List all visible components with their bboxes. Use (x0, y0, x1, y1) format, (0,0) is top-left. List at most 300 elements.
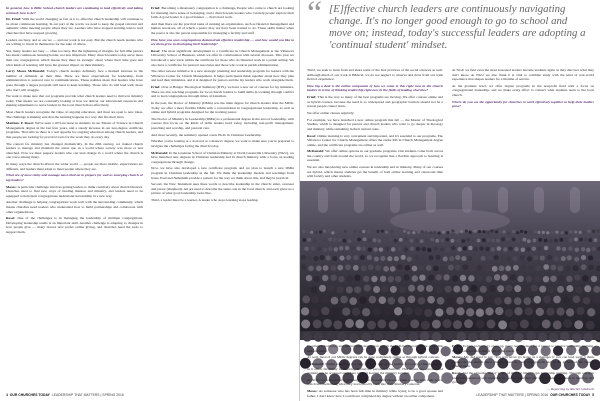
paragraph-text: Whether you're looking at a doctoral or a master's degree, we want to make sure you're prepared to navigate the challenges facing the church today. (151, 139, 294, 148)
audience-head (593, 238, 597, 242)
audience-head (399, 319, 408, 328)
audience-head (421, 256, 426, 261)
audience-head (579, 238, 583, 242)
magazine-name: OUR CHURCHES TODAY (550, 393, 591, 397)
paragraph (307, 111, 443, 116)
paragraph-text: With the world changing as fast as it is, effective church leadership will continue to be about continuous learning. In our part of the world, we need to keep the gospel relevant and authentic while meeting people where they are. Leaders who have stopped learning tend to lead churches that have stopped growing. (6, 17, 143, 35)
paragraph-text: In the Graduate School of Christian Ministry at North Greenville University (NGU), we have launched new degrees in Christian leadership and in church ministry with a focus on leading congregations through change. (151, 150, 294, 164)
audience-head (408, 285, 415, 292)
audience-head (524, 297, 532, 305)
audience-head (310, 231, 313, 234)
audience-head (495, 307, 503, 315)
audience-head (368, 238, 372, 242)
audience-head (575, 247, 579, 251)
audience-head (482, 238, 486, 242)
congregation-photo (300, 181, 600, 340)
paragraph-text: The most significant development is a Certificate in Church Management at the Villanova University School of Business, which we offer in collaboration with several dioceses. This year we introduced a new track within the certificate for those who do financial work in a parish setting. We also have a certificate for pastoral associates and those who work in parish administration. (151, 48, 294, 67)
audience-head (333, 320, 342, 329)
audience-head (447, 297, 455, 305)
audience-head (573, 295, 581, 303)
audience-head (512, 237, 516, 241)
audience-head (477, 265, 483, 271)
audience-head (405, 265, 411, 271)
audience-head (466, 308, 474, 316)
audience-head (301, 320, 310, 329)
audience-head (362, 308, 370, 316)
audience-head (321, 307, 329, 315)
audience-head (371, 276, 377, 282)
audience-head (480, 286, 487, 293)
paragraph (452, 371, 594, 385)
audience-head (477, 239, 481, 243)
audience-head (505, 309, 513, 317)
paragraph-text: We offer online classes regularly. (307, 110, 355, 115)
interview-question: In general, how is Bible School-church leaders are continuing to lead effectively and taking seriously how to be? (6, 6, 143, 15)
paragraph (6, 121, 143, 139)
paragraph-text: Yes, many leaders are busy — often too busy. But the tightening of margins for full-time pastors has made continuous learning harder, not less important. Many church leaders today serve more than one congregation, which means they must be strategic about where their time goes and what kinds of learning will have the greatest impact on their ministry. (6, 48, 143, 67)
speaker-name: Rossi: (452, 371, 463, 376)
audience-head (433, 266, 439, 272)
audience-head (554, 239, 558, 243)
audience-head (537, 231, 540, 234)
audience-head (471, 238, 475, 242)
paragraph-text: Leaders are busy, and so are we — and our work is not easy. But the church needs leaders who are willing to invest in themselves for the sake of others. (6, 37, 143, 47)
audience-head (349, 297, 357, 305)
audience-head (504, 297, 512, 305)
audience-head (399, 238, 403, 242)
audience-head (426, 285, 433, 292)
paragraph-text: Just the opposite. Today is one of the best times to get leadership training. Through our own programs, seminars and conferences, we see churches and individuals committed to learning and growing. (452, 371, 594, 385)
audience-head (326, 255, 331, 260)
audience-head (490, 229, 493, 232)
audience-head (563, 319, 572, 328)
audience-head (508, 246, 512, 250)
audience-head (372, 231, 375, 234)
audience-head (531, 285, 538, 292)
audience-head (555, 231, 558, 234)
audience-head (517, 276, 523, 282)
audience-head (385, 246, 389, 250)
audience-head (461, 239, 465, 243)
audience-head (485, 296, 493, 304)
audience-head (514, 247, 518, 251)
audience-head (461, 256, 466, 261)
audience-head (527, 239, 531, 243)
page-number: 5 (592, 393, 594, 397)
audience-head (401, 255, 406, 260)
audience-head (553, 320, 562, 329)
paragraph-text: And then there are the practical tasks of running an organization, such as financial management and human resources, all of which a pastor may not have been trained to do. These skills matter when the pastor is also the person responsible for managing a facility and staff. (151, 21, 294, 35)
audience-head (404, 238, 408, 242)
audience-head (302, 230, 305, 233)
audience-head (494, 274, 500, 280)
paragraph-text: My dad used to say, 'You will never go broke as a manager if you can lead well.' I think leaders in the church must always invest in their own growth and in the growth of the people around them. (452, 355, 594, 369)
audience-head (488, 255, 493, 260)
audience-head (591, 247, 595, 251)
audience-head (440, 265, 446, 271)
audience-head (407, 231, 410, 234)
paragraph-text: And most recently, the seminary opened a new Ph.D. in Christian Leadership. (151, 132, 262, 137)
audience-head (436, 255, 441, 260)
window-shape (570, 187, 580, 213)
audience-head (395, 231, 398, 234)
audience-head (311, 246, 315, 250)
audience-head (364, 284, 371, 291)
paragraph (6, 38, 143, 47)
audience-head (368, 264, 374, 270)
audience-head (533, 296, 541, 304)
audience-head (554, 256, 559, 261)
paragraph (307, 118, 443, 132)
audience-head (367, 321, 376, 330)
audience-head (562, 247, 566, 251)
audience-head (500, 256, 505, 261)
audience-head (442, 231, 445, 234)
audience-head (569, 238, 573, 242)
audience-head (328, 237, 332, 241)
audience-head (510, 274, 516, 280)
audience-head (566, 276, 572, 282)
audience-head (449, 256, 454, 261)
audience-head (579, 231, 582, 234)
audience-head (533, 255, 538, 260)
paragraph (151, 151, 294, 165)
audience-head (412, 266, 418, 272)
audience-head (331, 265, 337, 271)
interview-question: Where do you see the opportunity for churches to work effectively together to help their leaders grow? (452, 99, 594, 109)
audience-head (347, 276, 353, 282)
audience-head (566, 308, 574, 316)
audience-head (536, 308, 544, 316)
right-page (300, 0, 600, 401)
audience-head (319, 230, 322, 233)
audience-head (311, 309, 319, 317)
audience-head (582, 230, 585, 233)
audience-head (408, 295, 416, 303)
audience-head (539, 286, 546, 293)
audience-head (533, 238, 537, 242)
audience-head (561, 256, 566, 261)
audience-head (576, 307, 584, 315)
audience-head (361, 265, 367, 271)
audience-head (452, 275, 458, 281)
interview-question: How have you seen congregations demonstrate effective leadership — and how would you like to see them grow in developing their leadership? (151, 37, 294, 47)
speaker-name: Fried: (151, 85, 162, 90)
audience-head (506, 237, 510, 241)
audience-head (528, 265, 534, 271)
audience-head (311, 296, 319, 304)
audience-head (542, 231, 545, 234)
speaker-name: Rossi: (151, 48, 162, 53)
page-number: 4 (6, 393, 8, 397)
audience-head (456, 297, 464, 305)
paragraph-text: In the past, the Doctor of Ministry (DMin) was the main degree for church leaders after the MDiv. Today we offer a more flexible DMin with a concentration in congregational leadership, as well as online and hybrid programs designed for the working pastor. (151, 100, 294, 115)
interview-question: How big a deal is the online component of how we come to this right now in the church leaders in terms of thinking leadership right now in the fields of leading churches? (307, 83, 443, 93)
audience-head (574, 274, 580, 280)
paragraph (151, 117, 294, 131)
audience-head (453, 320, 462, 329)
audience-head (414, 255, 419, 260)
speaker-name: Fried: (307, 95, 318, 100)
audience-head (466, 238, 470, 242)
window-shape (318, 187, 328, 213)
audience-head (410, 246, 414, 250)
audience-head (360, 255, 365, 260)
audience-head (526, 276, 532, 282)
speaker-name: Fried: (452, 344, 463, 348)
audience-head (549, 247, 553, 251)
audience-head (394, 256, 399, 261)
audience-head (502, 230, 505, 233)
audience-head (547, 255, 552, 260)
audience-head (399, 286, 406, 293)
audience-head (368, 247, 372, 251)
audience-head (375, 265, 381, 271)
paragraph (6, 110, 143, 119)
audience-head (489, 285, 496, 292)
audience-head (446, 307, 454, 315)
audience-head (487, 238, 491, 242)
audience-head (514, 285, 521, 292)
audience-head (482, 230, 485, 233)
audience-head (340, 296, 348, 304)
audience-head (565, 231, 568, 234)
audience-head (427, 296, 435, 304)
audience-head (302, 238, 306, 242)
audience-head (301, 255, 306, 260)
paragraph-text: Another challenge is helping congregations work well with the surrounding community, which means churches need leaders who understand how to build partnerships and collaborate with other organizations. (6, 200, 143, 214)
audience-head (556, 246, 560, 250)
left-column-1 (6, 6, 143, 388)
audience-head (494, 297, 502, 305)
audience-head (453, 285, 460, 292)
audience-head (420, 239, 424, 243)
audience-head (319, 285, 326, 292)
audience-head (494, 255, 499, 260)
audience-head (397, 264, 403, 270)
audience-head (356, 246, 360, 250)
audience-head (313, 319, 322, 328)
audience-head (435, 308, 443, 316)
audience-head (446, 231, 449, 234)
audience-head (416, 247, 420, 251)
paragraph-text: Online education is a very strategic part of the picture for today's church leaders, as it offers flexibility for learning around the personal schedules. This means the concentrated training can be accessed anywhere without leaving the ministry location. (307, 362, 443, 376)
audience-head (443, 256, 448, 261)
audience-head (338, 276, 344, 282)
audience-head (544, 239, 548, 243)
paragraph (307, 165, 443, 179)
audience-head (564, 237, 568, 241)
audience-head (359, 296, 367, 304)
audience-head (302, 286, 309, 293)
audience-head (331, 231, 334, 234)
audience-head (317, 247, 321, 251)
audience-head (387, 297, 395, 305)
audience-head (565, 265, 571, 271)
paragraph (151, 101, 294, 115)
paragraph-text: We offer online options in our graduate programs. Our students come from across the country and from around the world, so we recognize that a flexible approach to learning is essential. (307, 149, 443, 163)
audience-head (566, 285, 573, 292)
speaker-name: Rossi: (6, 216, 18, 221)
paragraph (6, 49, 143, 67)
audience-head (374, 256, 379, 261)
right-column-2 (307, 344, 444, 398)
audience-head (432, 320, 441, 329)
audience-head (403, 230, 406, 233)
audience-head (586, 321, 595, 330)
paragraph-text: Third, a leader must be a learner. A leader who stops learning stops leading. (151, 198, 259, 203)
audience-head (385, 231, 388, 234)
magazine-name: OUR CHURCHES TODAY (9, 393, 50, 397)
audience-head (358, 230, 361, 233)
audience-head (394, 307, 402, 315)
audience-head (398, 296, 406, 304)
audience-head (399, 230, 402, 233)
audience-head (410, 319, 419, 328)
audience-head (587, 308, 595, 316)
audience-head (316, 266, 322, 272)
audience-head (455, 255, 460, 260)
audience-head (435, 239, 439, 243)
audience-head (456, 307, 464, 315)
audience-head (487, 320, 496, 329)
audience-head (501, 237, 505, 241)
audience-head (543, 296, 551, 304)
audience-head (497, 246, 501, 250)
audience-head (376, 230, 379, 233)
paragraph (6, 216, 143, 234)
audience-head (527, 256, 532, 261)
audience-head (520, 264, 526, 270)
paragraph (6, 69, 143, 92)
audience-head (367, 255, 372, 260)
window-shape (426, 187, 436, 213)
audience-head (362, 247, 366, 251)
audience-head (342, 239, 346, 243)
audience-head (501, 275, 507, 281)
paragraph-text: This is the way so many of the best programs are moving. We offer courses online and as hybrid courses, because the need is so widespread and geographic barriers should not be a reason people cannot learn. (307, 95, 443, 109)
paragraph-text: The other newest initiative is a new strategic planning and leadership program for leaders with the Villanova Center for Church Management. It helps participants think together about how they plan and lead their ministries, and it is designed for pastors and the lay leaders who work alongside them. (151, 69, 294, 83)
audience-head (468, 275, 474, 281)
audience-head (403, 274, 409, 280)
audience-head (499, 265, 505, 271)
audience-head (351, 246, 355, 250)
speaker-name: McDonald: (151, 150, 170, 155)
speaker-name: Matthew F. Rossi: (6, 121, 35, 126)
audience-head (469, 231, 472, 234)
audience-head (485, 307, 493, 315)
audience-head (467, 256, 472, 261)
paragraph-text: Online learning is very convenient and important, and it's essential to our programs. The Villanova Center for Church Management offers the entire MS in Church Management degree online, and the certificate programs are online as well. (307, 133, 443, 147)
audience-head (548, 286, 555, 293)
audience-head (516, 231, 519, 234)
audience-head (568, 246, 572, 250)
audience-head (476, 309, 484, 317)
audience-head (352, 238, 356, 242)
paragraph (307, 378, 443, 387)
audience-head (302, 296, 310, 304)
audience-head (486, 276, 492, 282)
audience-head (337, 265, 343, 271)
paragraph (307, 149, 443, 163)
audience-head (407, 257, 412, 262)
paragraph-text: Now, we have also developed a new certificate program, and we plan to launch a new DMin program in Christian leadership in the fall. We think the leadership models and teachings from Jesus, Paul and Nehemiah provide a pattern for the way we think about this, and they're practical. (151, 166, 294, 180)
audience-head (546, 231, 549, 234)
audience-head (588, 265, 594, 271)
audience-head (588, 238, 592, 242)
paragraph (307, 362, 443, 376)
audience-head (446, 247, 450, 251)
audience-head (540, 256, 545, 261)
pull-quote (307, 0, 587, 51)
audience-head (543, 264, 549, 270)
audience-head (430, 231, 433, 234)
audience-head (506, 257, 511, 262)
paragraph-text: In many ways the church reflects the wider world — people are more mobile, expectations are different, and leaders must adapt to meet people where they are. (6, 162, 143, 171)
audience-head (532, 246, 536, 250)
audience-head (497, 285, 504, 292)
left-column-2 (151, 6, 294, 388)
audience-head (575, 286, 582, 293)
audience-head (582, 275, 588, 281)
audience-head (421, 230, 424, 233)
paragraph-text: At the graduate level, we offer degree programs in the nonprofit field with a focus on congregational leadership, and we make every effort to connect what students learn to the local church. (452, 83, 594, 97)
audience-head (377, 239, 381, 243)
audience-head (512, 256, 517, 261)
audience-head (491, 238, 495, 242)
audience-head (331, 275, 337, 281)
speaker-name: McDonald: (307, 149, 326, 154)
paragraph (6, 17, 143, 35)
audience-head (505, 266, 511, 272)
audience-head (451, 229, 454, 232)
audience-head (307, 256, 312, 261)
audience-head (513, 265, 519, 271)
audience-head (557, 286, 564, 293)
left-footer (6, 393, 124, 397)
audience-head (363, 276, 369, 282)
audience-head (543, 276, 549, 282)
paragraph (151, 85, 294, 99)
tagline: LEADERSHIP THAT MATTERS | SPRING 2016 (476, 393, 549, 397)
audience-head (383, 239, 387, 243)
audience-head (456, 239, 460, 243)
audience-head (333, 238, 337, 242)
audience-head (404, 247, 408, 251)
audience-head (425, 238, 429, 242)
audience-head (490, 247, 494, 251)
audience-head (414, 307, 422, 315)
audience-head (473, 256, 478, 261)
audience-head (301, 307, 309, 315)
paragraph (151, 182, 294, 196)
audience-head (499, 230, 502, 233)
audience-head (521, 248, 525, 252)
audience-head (559, 238, 563, 242)
audience-head (573, 265, 579, 271)
audience-head (465, 230, 468, 233)
audience-head (373, 286, 380, 293)
audience-head (473, 247, 477, 251)
paragraph-text: Today's technology opens up many new avenues for a person to receive leadership training. No one should think this is 'out of the reach.' (452, 344, 595, 353)
audience-head (417, 285, 424, 292)
audience-head (514, 307, 522, 315)
audience-head (425, 231, 428, 234)
audience-head (485, 266, 491, 272)
audience-head (470, 285, 477, 292)
audience-head (463, 264, 469, 270)
audience-head (369, 296, 377, 304)
